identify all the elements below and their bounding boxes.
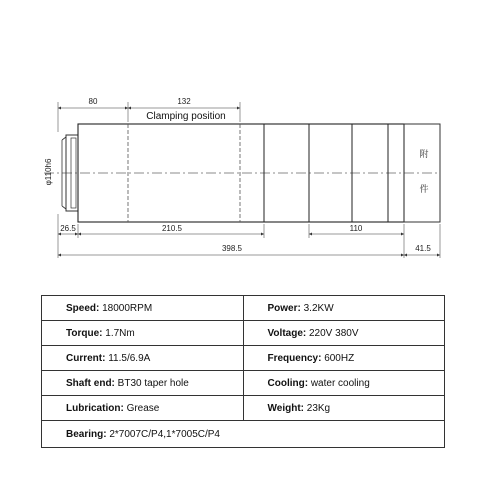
spec-label: Lubrication: <box>66 402 124 414</box>
spec-cell-cooling <box>243 371 445 396</box>
dim-26-5: 26.5 <box>60 224 76 233</box>
dim-80: 80 <box>88 97 98 106</box>
spec-row <box>42 421 445 448</box>
spec-value: 3.2KW <box>303 302 334 314</box>
bottom-dimensions <box>58 214 440 258</box>
spec-label: Frequency: <box>267 352 322 364</box>
spec-table <box>41 295 445 448</box>
spec-cell-weight <box>243 396 445 421</box>
dim-398-5: 398.5 <box>221 244 243 253</box>
spec-label: Current: <box>66 352 106 364</box>
spec-value: 23Kg <box>306 402 331 414</box>
spec-label: Bearing: <box>66 428 107 440</box>
dim-41-5: 41.5 <box>415 244 431 253</box>
diameter-label: φ110h6 <box>44 158 53 186</box>
spec-row <box>42 346 445 371</box>
spec-label: Speed: <box>66 302 100 314</box>
spec-cell-shaft-end <box>42 371 244 396</box>
spec-cell-frequency <box>243 346 445 371</box>
spec-row <box>42 296 445 321</box>
spec-cell-power <box>243 296 445 321</box>
spec-cell-current <box>42 346 244 371</box>
spec-value: 2*7007C/P4,1*7005C/P4 <box>109 428 220 440</box>
spec-row <box>42 371 445 396</box>
spec-value: 18000RPM <box>102 302 153 314</box>
spec-cell-bearing <box>42 421 445 448</box>
spec-value: 11.5/6.9A <box>108 352 151 364</box>
spec-value: 600HZ <box>324 352 355 364</box>
spec-label: Shaft end: <box>66 377 115 389</box>
dim-210-5: 210.5 <box>161 224 183 233</box>
spec-value: 220V 380V <box>309 327 359 339</box>
dim-110: 110 <box>349 224 363 233</box>
spec-cell-lubrication <box>42 396 244 421</box>
spec-row <box>42 321 445 346</box>
spec-row <box>42 396 445 421</box>
spec-value: 1.7Nm <box>105 327 135 339</box>
dim-132: 132 <box>177 97 191 106</box>
spec-label: Weight: <box>267 402 304 414</box>
spec-cell-speed <box>42 296 244 321</box>
spec-value: BT30 taper hole <box>117 377 189 389</box>
spec-value: Grease <box>126 402 160 414</box>
spec-label: Torque: <box>66 327 103 339</box>
spec-label: Power: <box>267 302 301 314</box>
spec-label: Cooling: <box>267 377 309 389</box>
spec-cell-voltage <box>243 321 445 346</box>
spec-value: water cooling <box>310 377 370 389</box>
spec-label: Voltage: <box>267 327 307 339</box>
clamping-position-label: Clamping position <box>146 111 226 122</box>
annotation-char-1: 附 <box>419 150 429 160</box>
spec-cell-torque <box>42 321 244 346</box>
top-dimensions <box>58 97 240 132</box>
annotation-char-2: 件 <box>419 185 429 195</box>
